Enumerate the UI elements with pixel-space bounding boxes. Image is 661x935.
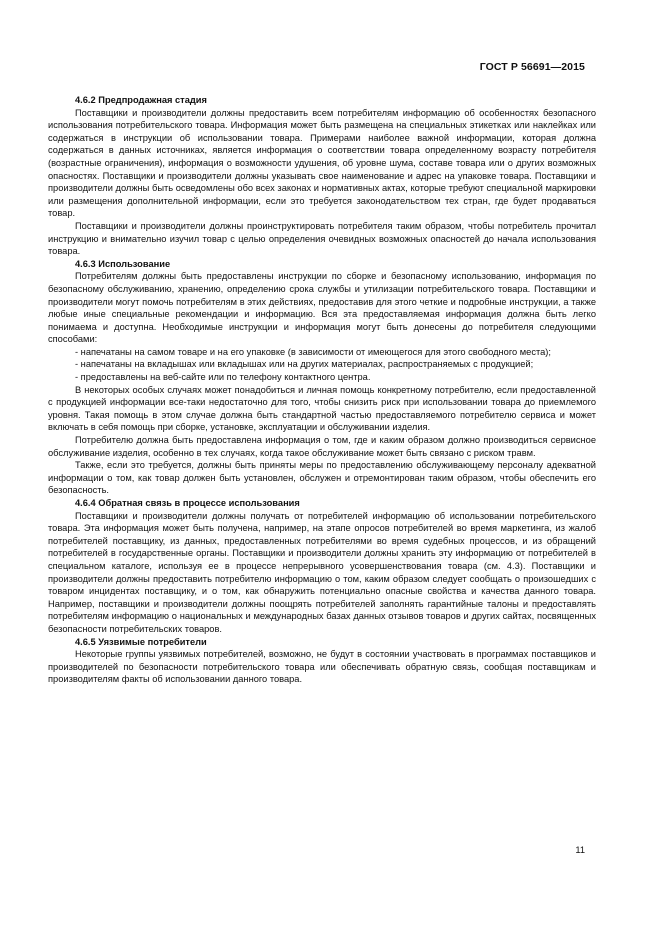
paragraph: Потребителю должна быть предоставлена информация о том, где и каким образом должно производиться сервисное обслуживание изделия, особенно в тех случаях, когда такое обслуживание может быть связано с риском травм.: [48, 435, 596, 458]
paragraph: В некоторых особых случаях может понадобиться и личная помощь конкретному потребителю, если предоставленной с продукцией информации все-таки недостаточно для того, чтобы снизить риск при использовании товара до приемлемого уровня. Такая помощь в этом случае должна быть стандартной частью предоставляемого потребителю сервиса и может включать в себя помощь при сборке, установке, эксплуатации и обслуживании изделия.: [48, 384, 596, 433]
paragraph: Некоторые группы уязвимых потребителей, возможно, не будут в состоянии участвовать в программах поставщиков и производителей по безопасности потребительского товара или обеспечивать обратную связь, сообщая поставщикам и производителям факты об использовании данного товара.: [48, 649, 596, 685]
paragraph: Поставщики и производители должны получать от потребителей информацию об использовании потребительского товара. Эта информация может быть получена, например, на этапе опросов потребителей во время маркетинга, из жалоб потребителей поставщику, из данных, предоставленных потребителями во время судебных процессов, и из обращений потребителей в государственные органы. Поставщики и производители должны хранить эту информацию от потребителей в специальном каталоге, используя ее в процессе непрерывного усовершенствования товара (см. 4.3). Поставщики и производители должны предоставить потребителю информацию о том, каким образом следует сообщать о произошедших с товаром инцидентах поставщику, и о том, как обнаружить потенциально опасные свойства и качества данного товара. Например, поставщики и производители должны поощрять потребителей заполнять гарантийные талоны и предоставлять потребителям информацию о национальных и международных базах данных отзывов товаров и других сайтах, посвященных безопасности потребительских товаров.: [48, 510, 596, 634]
list-item: - напечатаны на вкладышах или вкладышах или на других материалах, распространяемых с продукцией;: [75, 359, 534, 370]
section-heading-4-6-4: 4.6.4 Обратная связь в процессе использования: [75, 498, 300, 508]
paragraph: Потребителям должны быть предоставлены инструкции по сборке и безопасному использованию, информация по безопасному обслуживанию, хранению, определению срока службы и утилизации потребительского товара. Поставщики и производители могут помочь потребителям в этих действиях, предоставив для этого четкие и подробные инструкции, а также любые иные специальные рекомендации и информацию. Вся эта предоставляемая информация должна быть легко понимаема и доступна. Необходимые инструкции и информация могут быть донесены до потребителя следующими способами:: [48, 271, 596, 345]
section-heading-4-6-3: 4.6.3 Использование: [75, 258, 171, 269]
standard-number: ГОСТ Р 56691—2015: [479, 61, 585, 73]
paragraph: Поставщики и производители должны предоставить всем потребителям информацию об особенностях безопасного использования потребительского товара. Информация может быть размещена на специальных этикетках или наклейках или содержаться в инструкции об использовании товара. Примерами наиболее важной информации, которая должна содержаться в данных источниках, является информация о соответствии товара определенному возрасту потребителя (возрастные ограничения), информация о возможности удушения, об уровне шума, составе товара или о других возможных опасностях. Поставщики и производители должны указывать свое наименование и адрес на упаковке товара. Поставщики и производители должны быть осведомлены обо всех законах и нормативных актах, которые требуют специальной маркировки или размещения дополнительной информации, если это требуется законодательством тех стран, где будет продаваться товар.: [48, 107, 596, 219]
list-item: - предоставлены на веб-сайте или по телефону контактного центра.: [75, 372, 371, 383]
paragraph: Также, если это требуется, должны быть приняты меры по предоставлению обслуживающему персоналу адекватной информации о том, как товар должен быть установлен, обслужен и отремонтирован таким образом, чтобы обеспечить его безопасность.: [48, 460, 596, 496]
section-heading-4-6-5: 4.6.5 Уязвимые потребители: [75, 636, 207, 647]
list-item: - напечатаны на самом товаре и на его упаковке (в зависимости от имеющегося для этого свободного места);: [75, 346, 551, 357]
document-body: [48, 94, 596, 686]
page-number: 11: [575, 845, 585, 855]
paragraph: Поставщики и производители должны проинструктировать потребителя таким образом, чтобы потребитель прочитал инструкцию и внимательно изучил товар с целью определения очевидных возможных опасностей до начала использования товара.: [48, 220, 596, 257]
section-heading-4-6-2: 4.6.2 Предпродажная стадия: [75, 95, 207, 105]
